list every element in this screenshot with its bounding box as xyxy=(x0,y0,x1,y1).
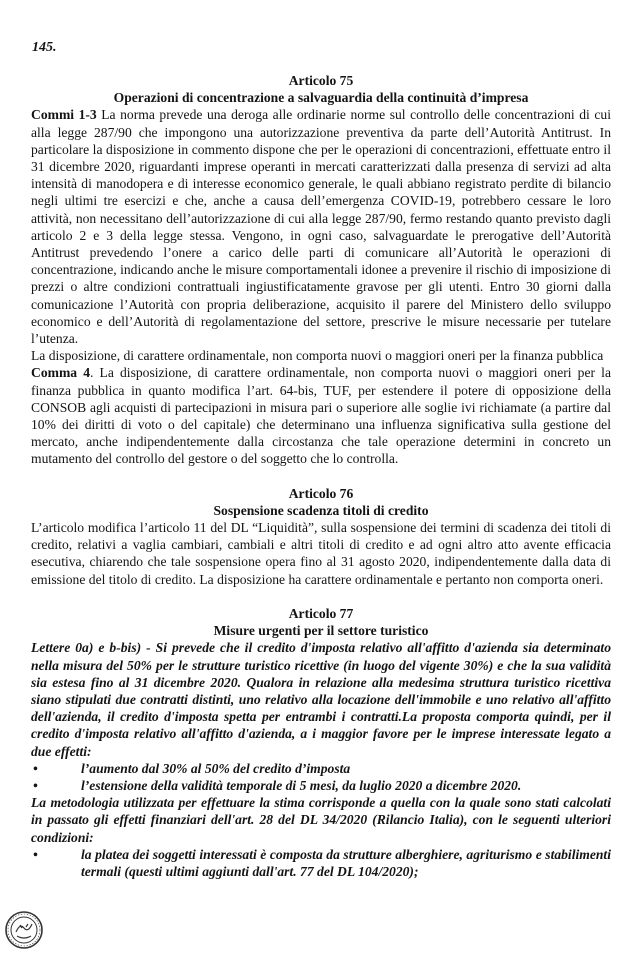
paragraph: L’articolo modifica l’articolo 11 del DL “Liquidità”, sulla sospensione dei termini di scadenza dei titoli di credito, relativi a vaglia cambiari, cambiali e altri titoli di credito e ad ogni altro atto avente efficacia esecutiva, chiarendo che tale sospensione opera fino al 31 agosto 2020, indipendentemente dalla data di emissione del titolo di credito. La disposizione ha carattere ordinamentale e pertanto non comporta oneri. xyxy=(31,520,611,587)
document-body xyxy=(31,72,611,880)
paragraph xyxy=(31,106,611,347)
paragraph: La disposizione, di carattere ordinamentale, non comporta nuovi o maggiori oneri per la finanza pubblica xyxy=(31,348,604,364)
article-subtitle: Sospensione scadenza titoli di credito xyxy=(213,502,429,518)
article-title: Articolo 76 xyxy=(288,485,354,501)
page-number: 145. xyxy=(32,40,57,55)
article-title: Articolo 77 xyxy=(288,605,354,621)
article-77 xyxy=(31,605,611,880)
paragraph-lead: Comma 4 xyxy=(31,365,90,381)
paragraph-text: . La disposizione, di carattere ordinamentale, non comporta nuovi o maggiori oneri per la finanza pubblica in quanto modifica l’art. 64-bis, TUF, per estendere il potere di opposizione della CONSOB agli acquisti di partecipazioni in misura pari o superiore alle soglie ivi richiamate (a partire dal 10% dei diritti di voto o del capitale) che determinano una influenza significativa sulla gestione del mercato, anche indipendentemente dalla circostanza che tale operazione determini in concreto un mutamento del controllo del gestore o del soggetto che lo controlla. xyxy=(31,365,611,467)
list-item xyxy=(31,760,611,777)
bullet-symbol: • xyxy=(33,777,38,793)
paragraph-text: La norma prevede una deroga alle ordinarie norme sul controllo delle concentrazioni di cui alla legge 287/90 che impongono una autorizzazione preventiva da parte dell’Autorità Antitrust. In particolare la disposizione in commento dispone che per le operazioni di concentrazioni, effettuate entro il 31 dicembre 2020, riguardanti imprese operanti in mercati caratterizzati dalla presenza di servizi ad alta intensità di manodopera e di interesse economico generale, le quali abbiano registrato perdite di bilancio negli ultimi tre esercizi e che, anche a causa dell’emergenza COVID-19, potrebbero cessare le loro attività, non necessitano dell’autorizzazione di cui alla legge 287/90, fermo restando quanto previsto dagli articolo 2 e 3 della legge stessa. Vengono, in ogni caso, salvaguardate le prerogative dell’Autorità Antitrust prevedendo l’onere a carico delle parti di comunicare all’Autorità le operazioni di concentrazione, indicando anche le misure comportamentali idonee a prevenire il rischio di imposizione di prezzi o altre condizioni contrattuali ingiustificatamente gravose per gli utenti. Entro 30 giorni dalla comunicazione l’Autorità con propria deliberazione, acquisito il parere del Ministero dello sviluppo economico e dell’Autorità di regolamentazione del settore, prescrive le misure necessarie per tutelare l’utenza. xyxy=(31,107,611,347)
paragraph: Lettere 0a) e b-bis) - Si prevede che il credito d'imposta relativo all'affitto d'azienda sia determinato nella misura del 50% per le strutture turistico ricettive (in luogo del vigente 30%) e che la sua validità sia estesa fino al 31 dicembre 2020. Qualora in relazione alla medesima struttura turistico ricettiva siano stipulati due contratti distinti, uno relativo alla locazione dell'immobile e uno relativo all'affitto dell'azienda, il credito d'imposta spetta per entrambi i contratti.La proposta comporta quindi, per il credito d'imposta relativo all'affitto d'azienda, a i maggior favore per le imprese interessate legato a due effetti: xyxy=(31,640,611,759)
article-76 xyxy=(31,485,611,588)
article-subtitle: Misure urgenti per il settore turistico xyxy=(213,623,429,639)
bullet-symbol: • xyxy=(33,760,38,776)
article-title: Articolo 75 xyxy=(288,73,354,88)
official-seal-icon xyxy=(4,910,44,950)
list-item-text: l’aumento dal 30% al 50% del credito d’imposta xyxy=(81,760,351,776)
list-item xyxy=(31,846,611,880)
list-item-text: la platea dei soggetti interessati è composta da strutture alberghiere, agriturismo e stabilimenti termali (questi ultimi aggiunti dall'art. 77 del DL 104/2020); xyxy=(81,846,611,879)
paragraph-lead: Commi 1-3 xyxy=(31,107,97,123)
article-subtitle: Operazioni di concentrazione a salvaguardia della continuità d’impresa xyxy=(113,90,529,106)
paragraph xyxy=(31,364,611,467)
list-item xyxy=(31,777,611,794)
list-item-text: l’estensione della validità temporale di 5 mesi, da luglio 2020 a dicembre 2020. xyxy=(81,777,522,793)
paragraph: La metodologia utilizzata per effettuare la stima corrisponde a quella con la quale sono stati calcolati in passato gli effetti finanziari dell'art. 28 del DL 34/2020 (Rilancio Italia), con le seguenti ulteriori condizioni: xyxy=(31,795,611,845)
bullet-symbol: • xyxy=(33,846,38,862)
article-75 xyxy=(31,72,611,468)
